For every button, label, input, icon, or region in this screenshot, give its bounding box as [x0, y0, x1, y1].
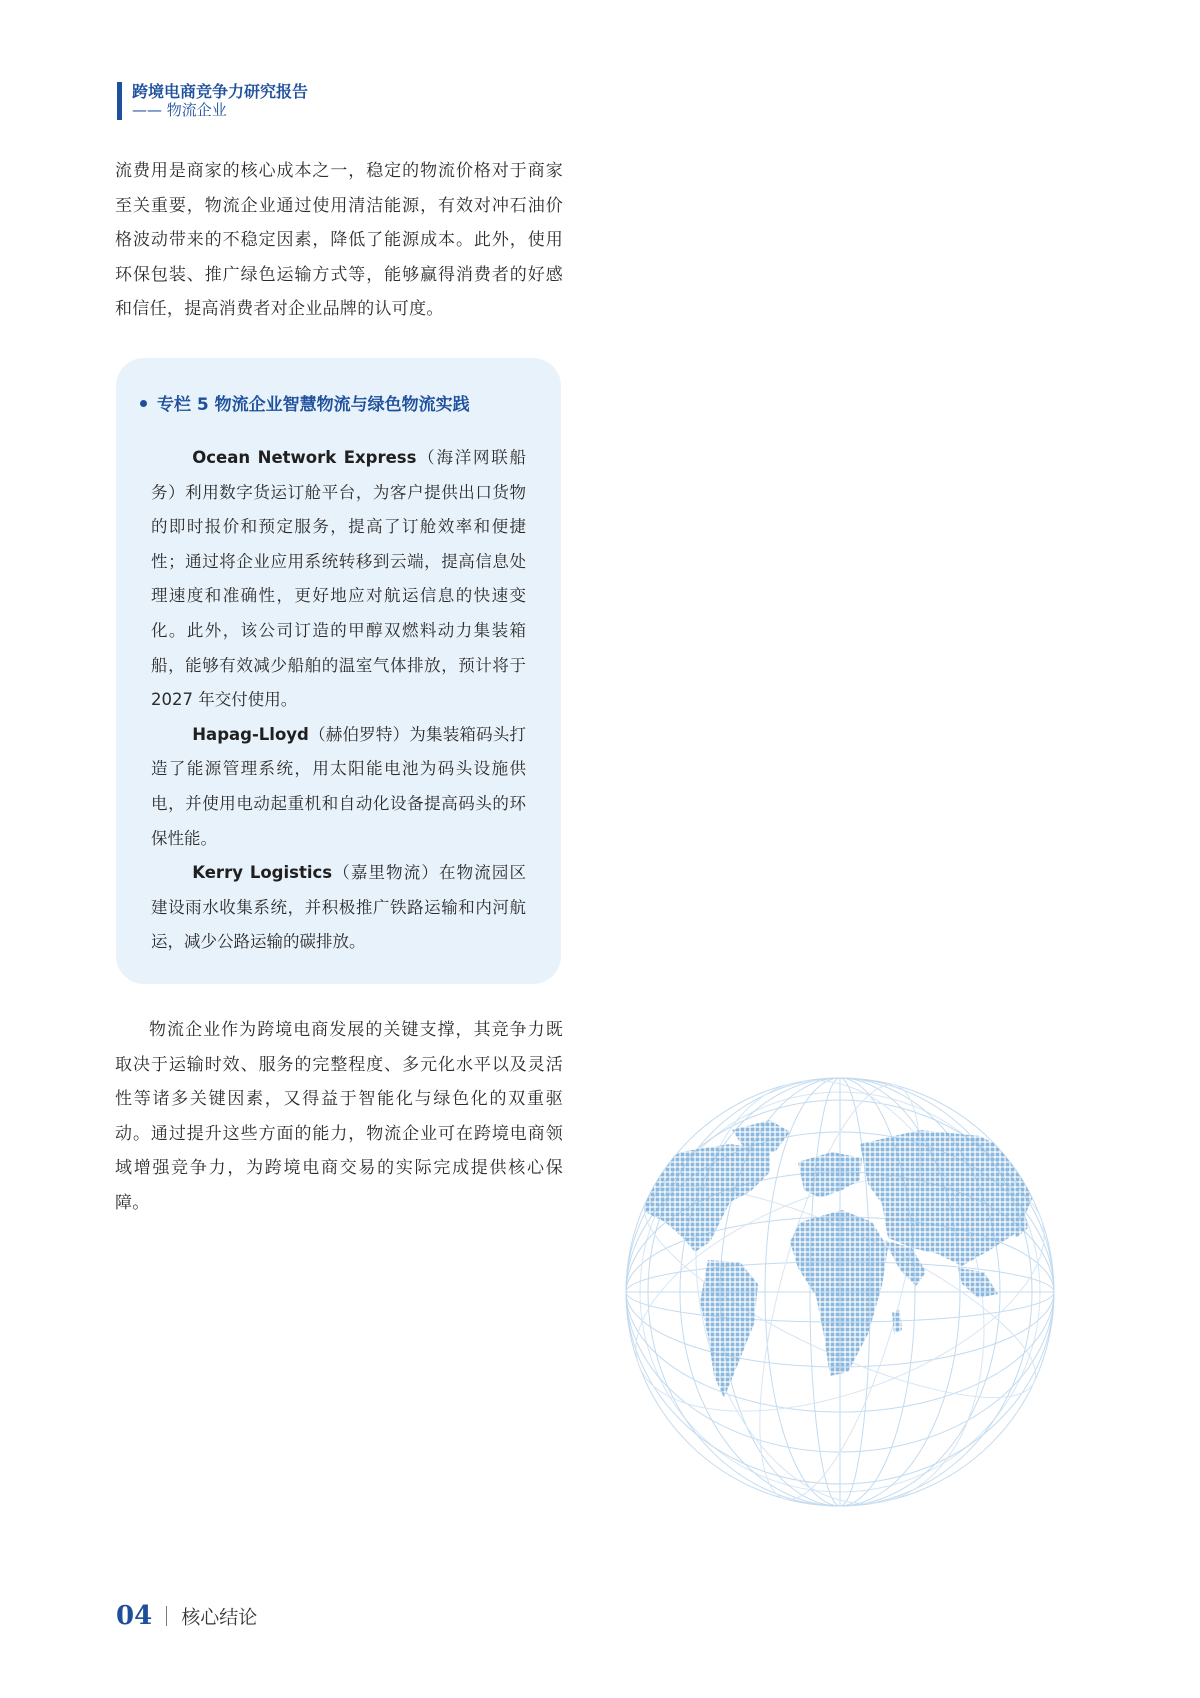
madagascar — [892, 1310, 902, 1334]
case-text: （嘉里物流）在物流园区建设雨水收集系统，并积极推广铁路运输和内河航运，减少公路运输的碳排放。 — [151, 863, 526, 952]
continents — [640, 1120, 1034, 1398]
case-item — [151, 718, 526, 856]
africa — [790, 1210, 888, 1376]
bullet-dot-icon — [140, 400, 147, 407]
page-number: 04 — [116, 1601, 153, 1631]
case-item — [151, 441, 526, 718]
case-item — [151, 856, 526, 960]
report-title: 跨境电商竞争力研究报告 — [132, 82, 309, 101]
intro-paragraph: 流费用是商家的核心成本之一，稳定的物流价格对于商家至关重要，物流企业通过使用清洁能源，有效对冲石油价格波动带来的不稳定因素，降低了能源成本。此外，使用环保包装、推广绿色运输方式等，能够赢得消费者的好感和信任，提高消费者对企业品牌的认可度。 — [115, 161, 563, 320]
south-america — [700, 1260, 758, 1398]
globe-illustration — [620, 1072, 1060, 1512]
europe — [798, 1152, 862, 1198]
conclusion-paragraph: 物流企业作为跨境电商发展的关键支撑，其竞争力既取决于运输时效、服务的完整程度、多元化水平以及灵活性等诸多关键因素，又得益于智能化与绿色化的双重驱动。通过提升这些方面的能力，物流企业可在跨境电商领域增强竞争力，为跨境电商交易的实际完成提供核心保障。 — [115, 1020, 563, 1213]
header-accent-bar — [117, 82, 122, 120]
column-box-title-text: 专栏 5 物流企业智慧物流与绿色物流实践 — [157, 395, 470, 415]
north-america — [640, 1144, 770, 1252]
report-subtitle: —— 物流企业 — [132, 101, 227, 119]
page-footer — [116, 1601, 257, 1631]
column-box-body — [151, 441, 526, 960]
case-text: （赫伯罗特）为集装箱码头打造了能源管理系统，用太阳能电池为码头设施供电，并使用电动起重机和自动化设备提高码头的环保性能。 — [151, 724, 526, 848]
footer-divider — [166, 1606, 167, 1626]
case-company: Kerry Logistics — [192, 863, 333, 883]
column-box-title — [140, 394, 470, 416]
column-box — [116, 358, 561, 984]
case-company: Hapag-Lloyd — [192, 724, 309, 744]
section-label: 核心结论 — [181, 1606, 258, 1629]
case-text: （海洋网联船务）利用数字货运订舱平台，为客户提供出口货物的即时报价和预定服务，提高了订舱效率和便捷性；通过将企业应用系统转移到云端，提高信息处理速度和准确性，更好地应对航运信息的快速变化。此外，该公司订造的甲醇双燃料动力集装箱船，能够有效减少船舶的温室气体排放，预计将于 2027 年交付使用。 — [151, 448, 527, 710]
case-company: Ocean Network Express — [192, 448, 417, 467]
